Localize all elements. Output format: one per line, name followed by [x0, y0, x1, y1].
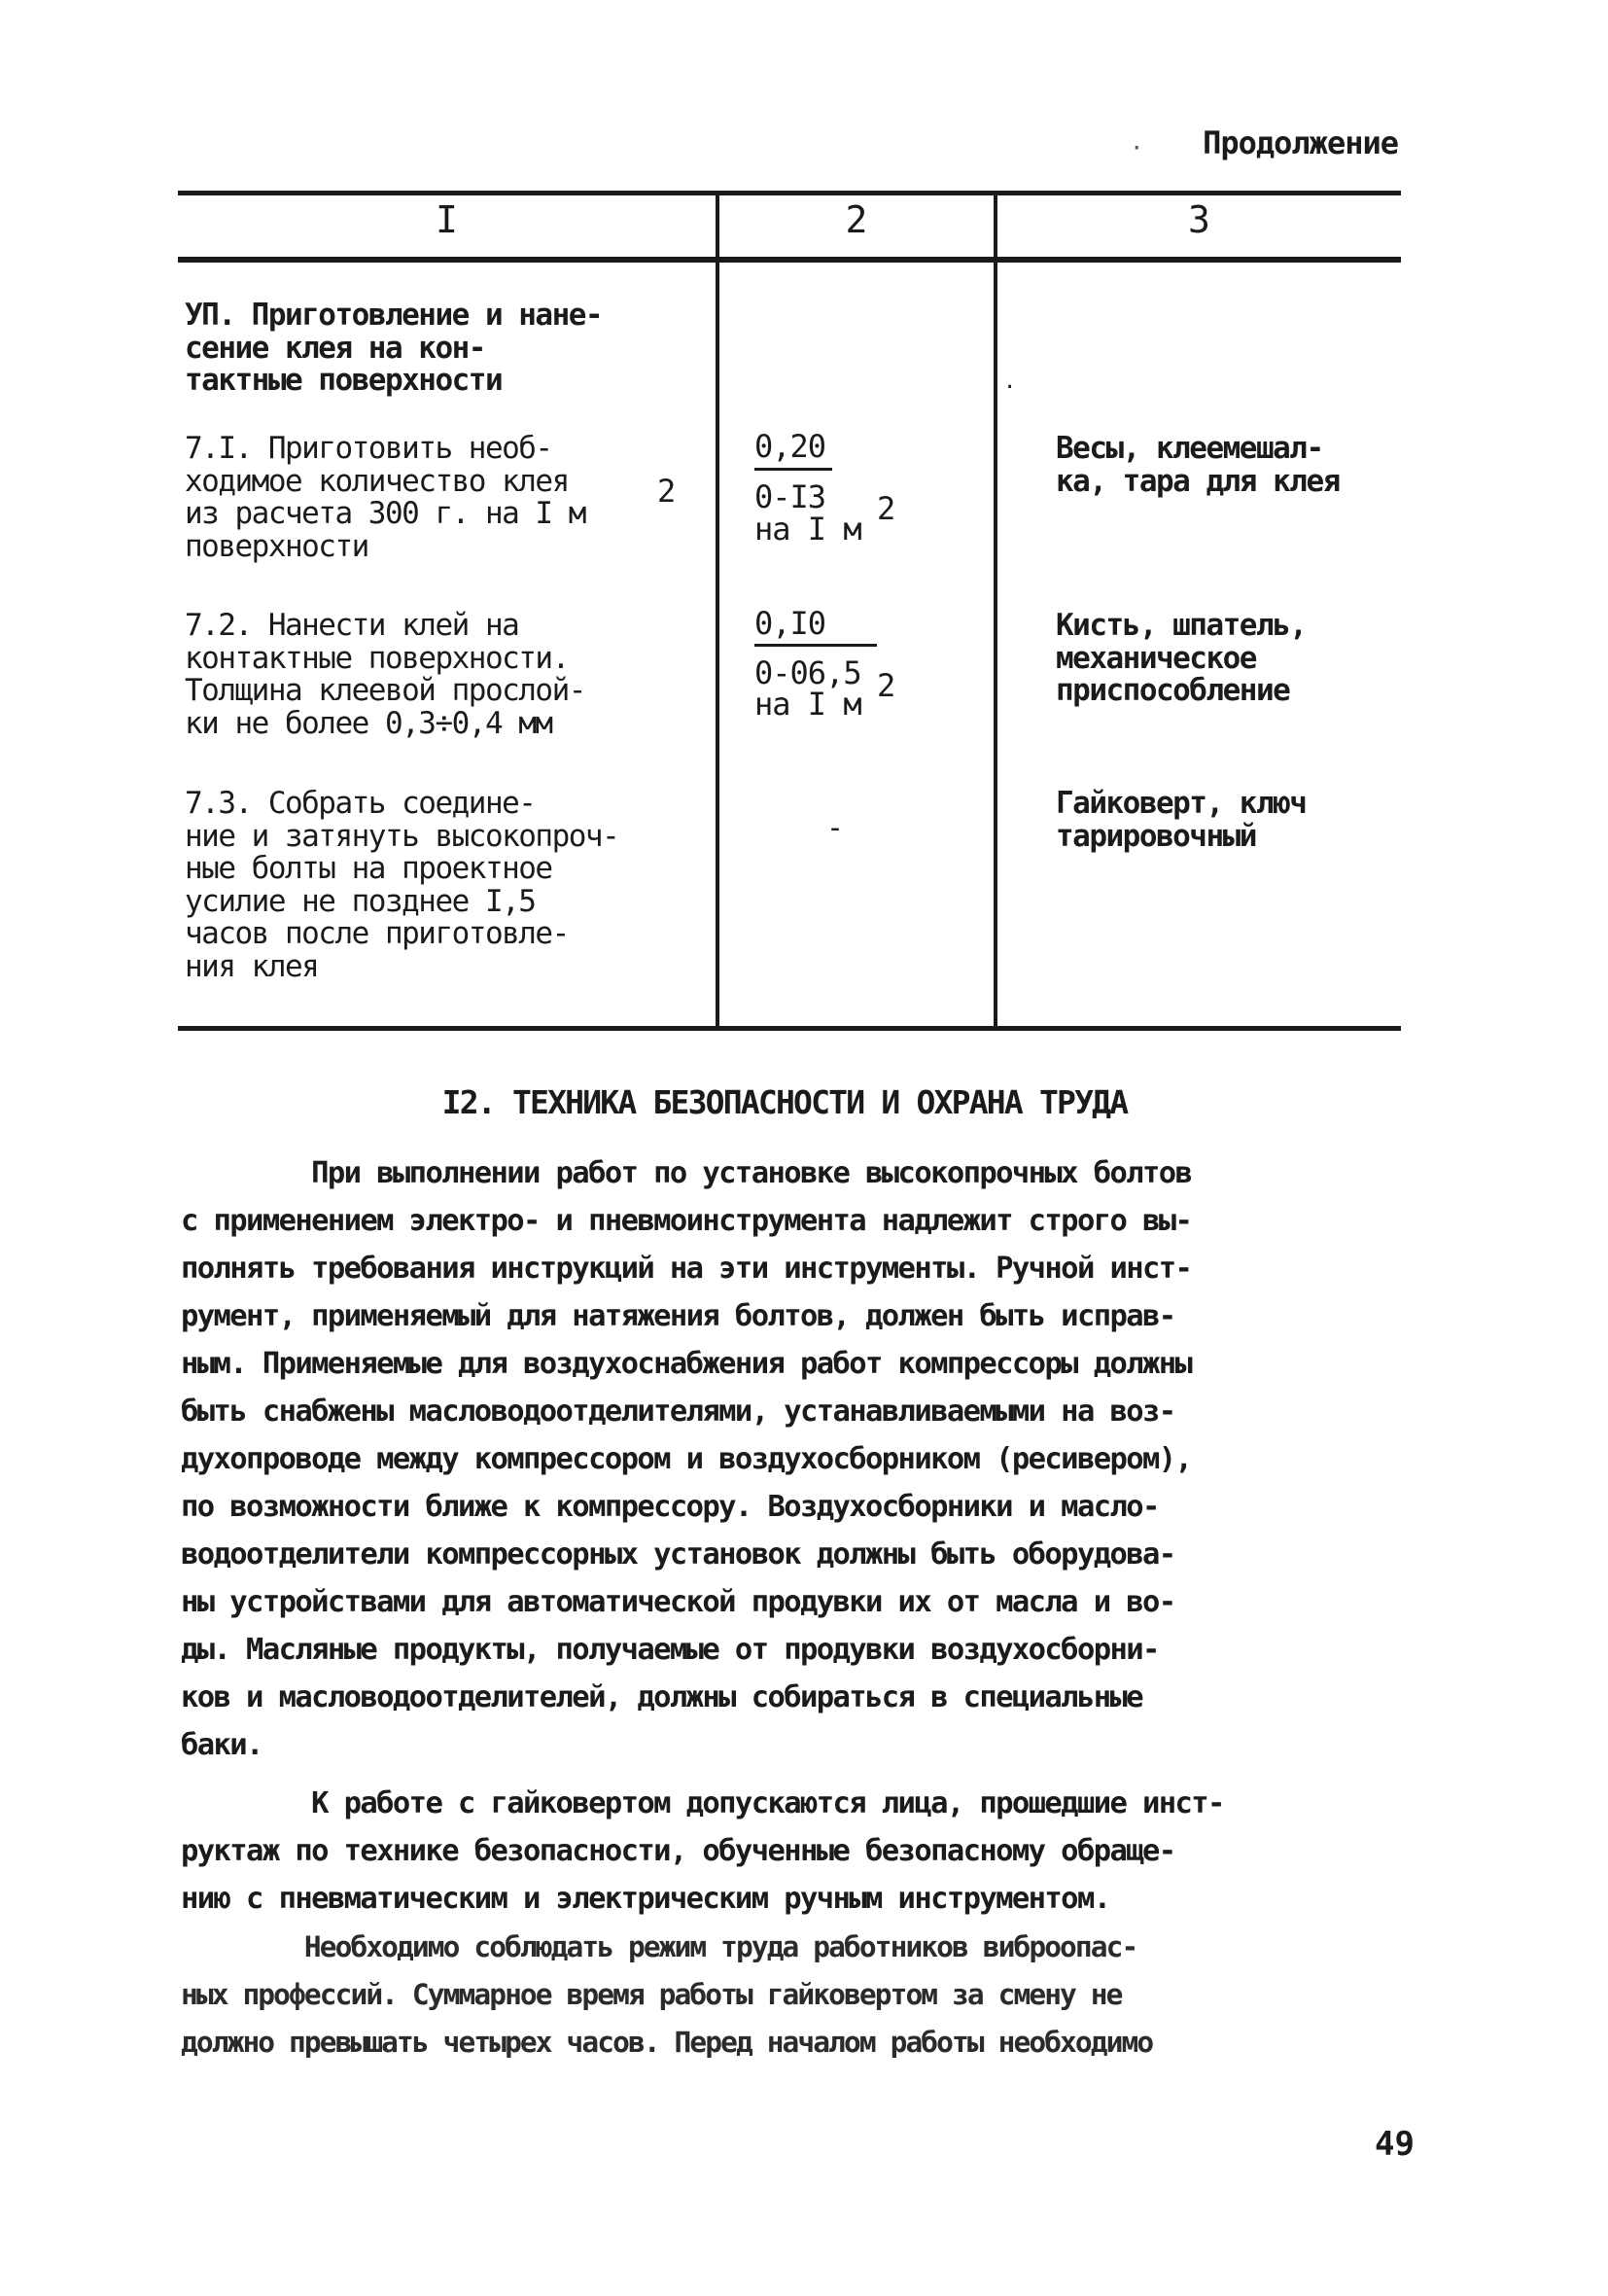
- operation-7-2: 7.2. Нанести клей на контактные поверхности. Толщина клеевой прослой- ки не более 0,3÷0,4 мм: [185, 608, 585, 741]
- table-top-rule: [178, 191, 1401, 195]
- table-bottom-rule: [178, 1026, 1401, 1031]
- table-header-rule: [178, 257, 1401, 263]
- tools-7-3: Гайковерт, ключ тарировочный: [1056, 786, 1307, 854]
- norm-7-2-exponent: 2: [877, 667, 896, 704]
- table-column-divider-2: [994, 194, 997, 1029]
- scan-speck: ·: [1130, 134, 1144, 161]
- paragraph-1: При выполнении работ по установке высокопрочных болтов с применением электро- и пневмоинструмента надлежит строго вы- полнять требования инструкций на эти инструменты. Ручной инст- румент, применяемый для натяжения болтов, должен быть исправ- ным. Применяемые для воздухоснабжения работ компрессоры должны быть снабжены масловодоотделителями, устанавливаемыми на воз- духопроводе между компрессором и воздухосборником (ресивером), по возможности ближе к компрессору. Воздухосборники и масло- водоотделители компрессорных установок должны быть оборудова- ны устройствами для автоматической продувки их от масла и во- ды. Масляные продукты, получаемые от продувки воздухосборни- ков и масловодоотделителей, должны собираться в специальные баки.: [181, 1156, 1192, 1762]
- operation-7-1: 7.I. Приготовить необ- ходимое количество клея из расчета 300 г. на I м поверхности: [185, 431, 585, 564]
- column-header-3: 3: [1188, 198, 1210, 241]
- table-column-divider-1: [716, 194, 719, 1029]
- paragraph-2: К работе с гайковертом допускаются лица, прошедшие инст- руктаж по технике безопасности, обученные безопасному обраще- нию с пневматическим и электрическим ручным инструментом.: [181, 1786, 1224, 1916]
- norm-7-2-denominator: 0-06,5: [754, 654, 861, 691]
- norm-7-2-unit: на I м: [754, 686, 861, 723]
- column-header-2: 2: [845, 198, 868, 241]
- norm-7-3-empty: -: [826, 811, 845, 845]
- norm-7-1-denominator: 0-I3: [754, 478, 826, 515]
- norm-7-2-fraction-bar: [754, 644, 877, 647]
- norm-7-1-unit: на I м: [754, 511, 861, 548]
- page-number: 49: [1375, 2125, 1415, 2164]
- section-title: I2. ТЕХНИКА БЕЗОПАСНОСТИ И ОХРАНА ТРУДА: [441, 1083, 1128, 1121]
- scan-speck: ·: [1003, 375, 1017, 400]
- norm-7-1-numerator: 0,20: [754, 428, 826, 465]
- norm-7-1-fraction-bar: [754, 468, 832, 471]
- column-header-1: I: [436, 198, 458, 241]
- table-section-title: УП. Приготовление и нане- сение клея на кон- тактные поверхности: [185, 298, 603, 398]
- norm-7-1-exponent: 2: [877, 490, 896, 527]
- paragraph-3: Необходимо соблюдать режим труда работников виброопас- ных профессий. Суммарное время работы гайковертом за смену не должно превышать четырех часов. Перед началом работы необходимо: [181, 1930, 1153, 2059]
- operation-7-1-exponent: 2: [657, 473, 677, 510]
- operation-7-3: 7.3. Собрать соедине- ние и затянуть высокопроч- ные болты на проектное усилие не позднее I,5 часов после приготовле- ния клея: [185, 786, 619, 984]
- norm-7-2-numerator: 0,I0: [754, 605, 826, 642]
- tools-7-1: Весы, клеемешал- ка, тара для клея: [1056, 431, 1340, 499]
- continuation-label: Продолжение: [1203, 124, 1398, 161]
- tools-7-2: Кисть, шпатель, механическое приспособление: [1056, 608, 1307, 708]
